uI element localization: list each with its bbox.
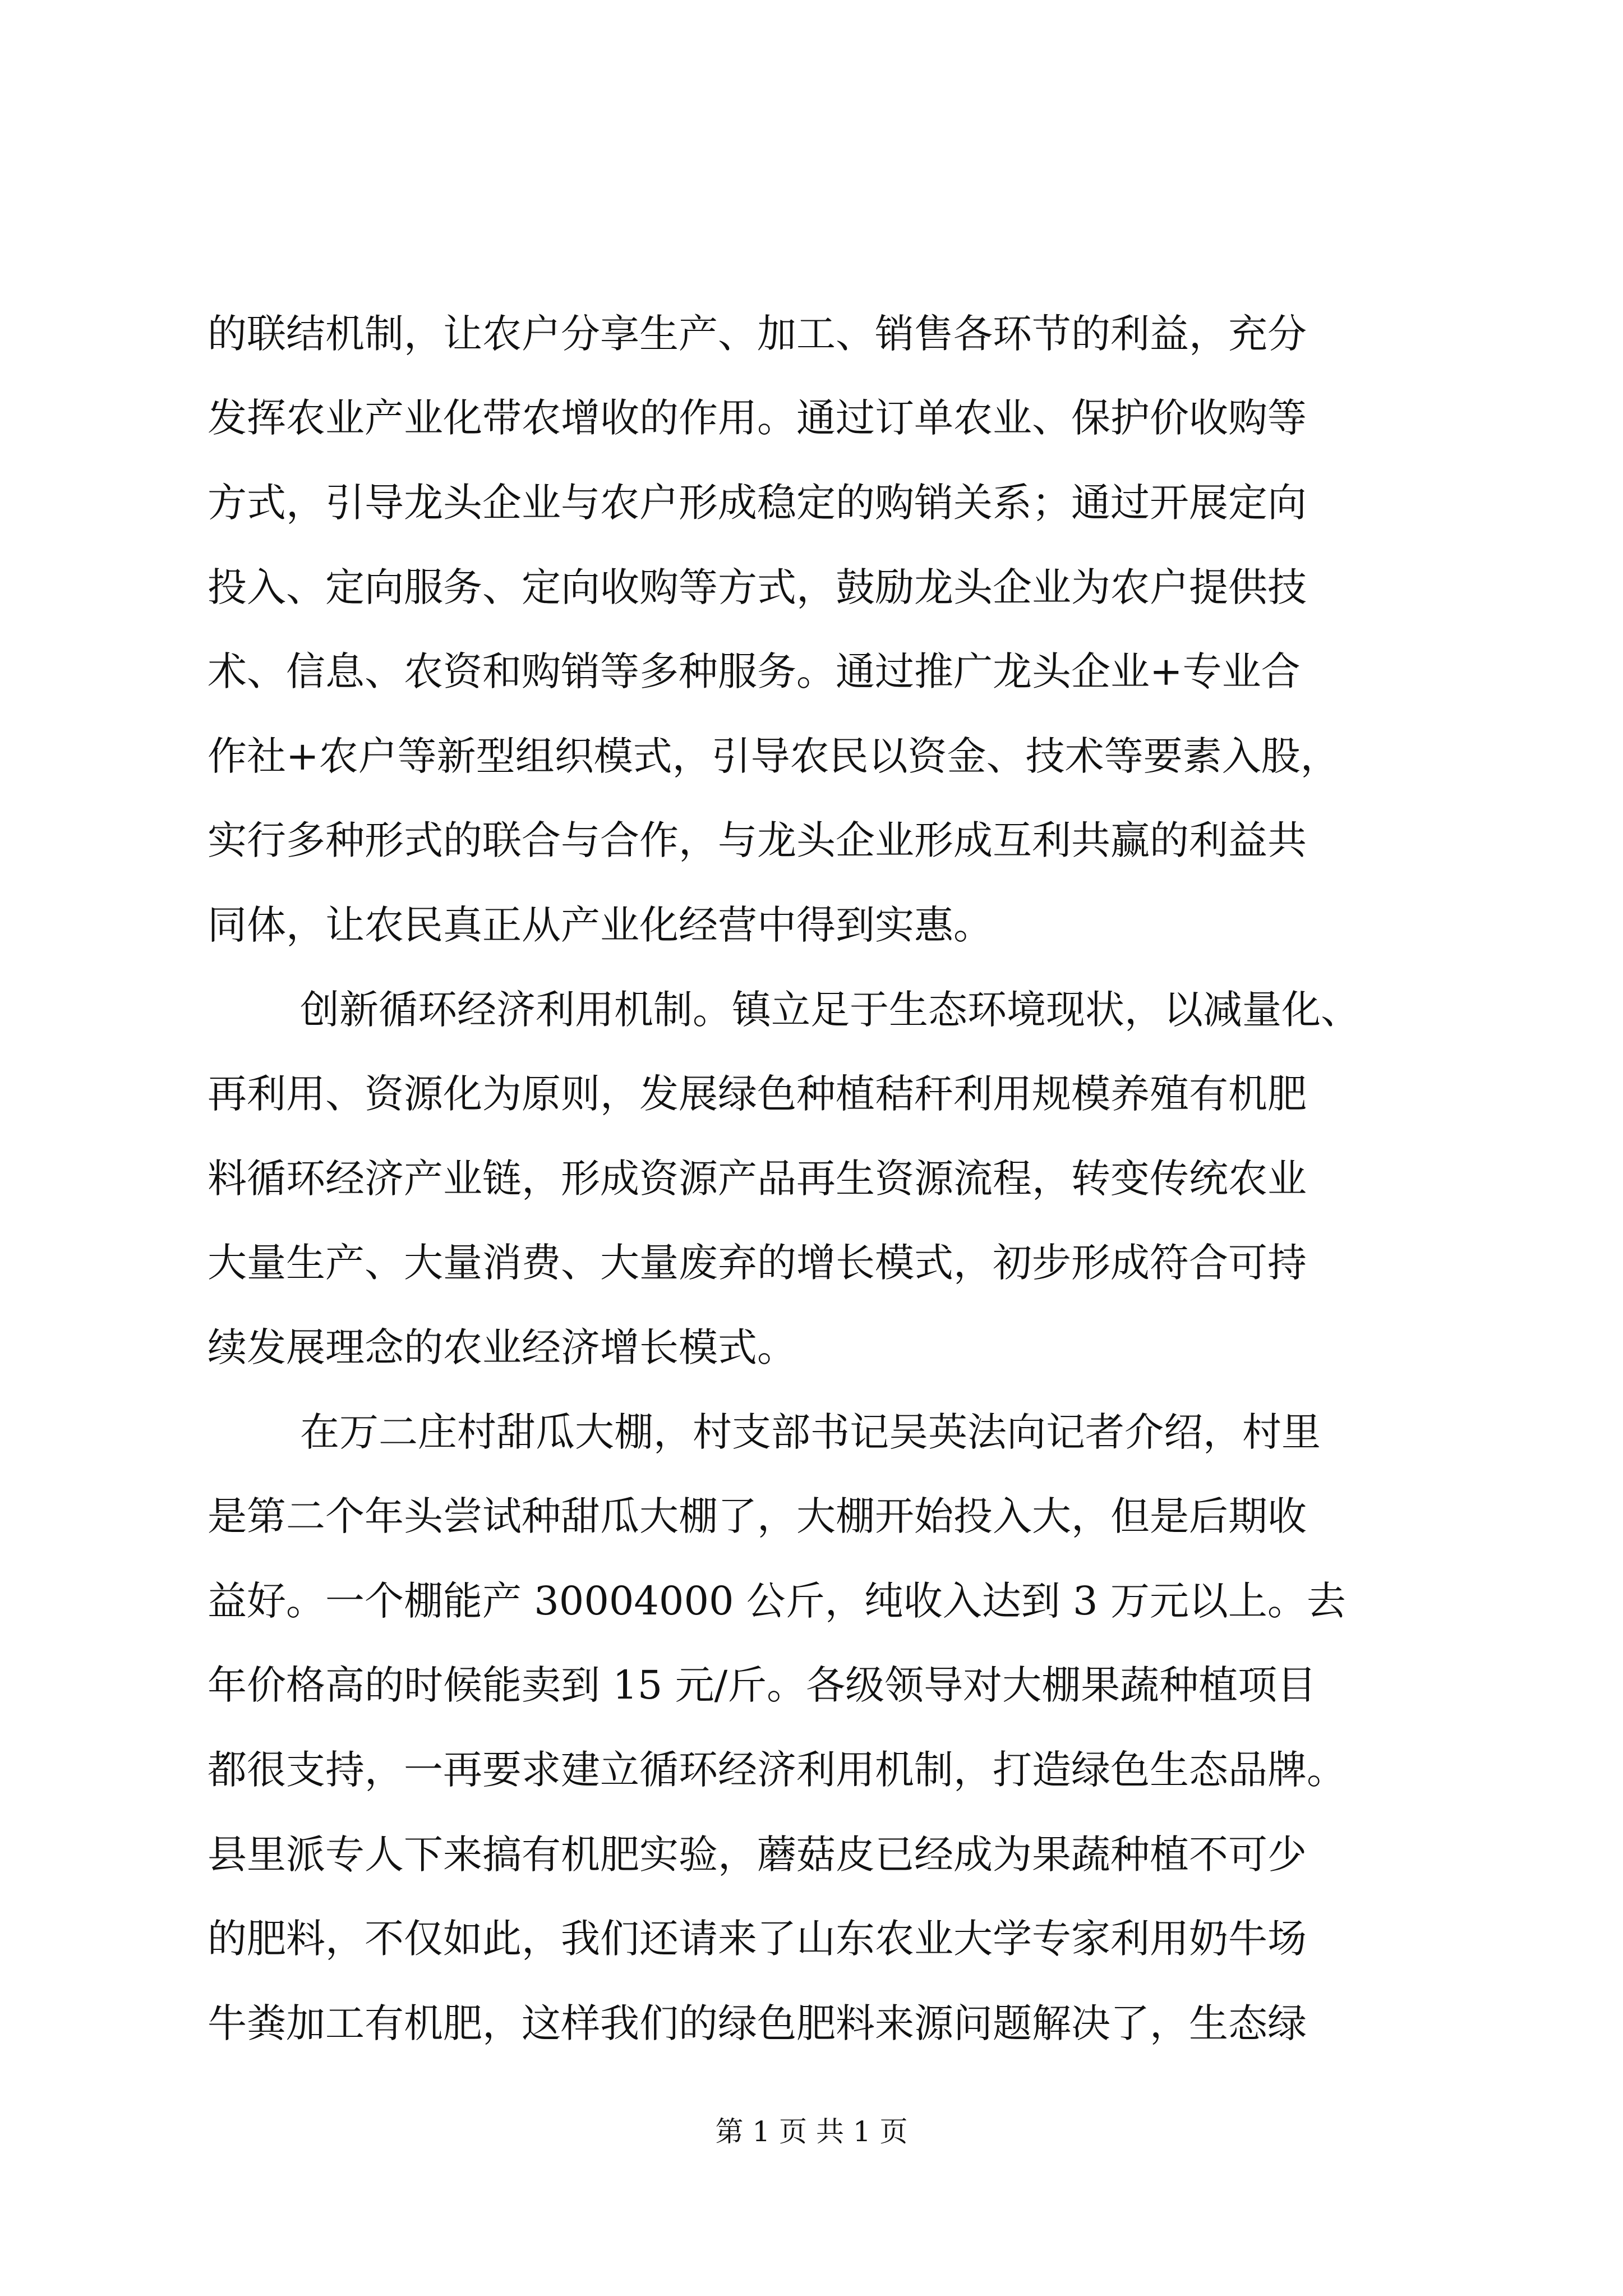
text-line: [0, 463, 1623, 542]
text-line: [0, 801, 1623, 880]
text-line: [0, 970, 1623, 1049]
text-line-content: 是第二个年头尝试种甜瓜大棚了，大棚开始投入大，但是后期收: [208, 1493, 1307, 1539]
text-line-content: 同体，让农民真正从产业化经营中得到实惠。: [208, 902, 993, 948]
text-line: [0, 886, 1623, 964]
text-line-content: 年价格高的时候能卖到 15 元/斤。各级领导对大棚果蔬种植项目: [208, 1662, 1317, 1708]
text-line: [0, 1055, 1623, 1133]
text-line-content: 续发展理念的农业经济增长模式。: [208, 1324, 796, 1370]
text-line-content: 实行多种形式的联合与合作，与龙头企业形成互利共赢的利益共: [208, 817, 1307, 863]
text-line-content: 益好。一个棚能产 30004000 公斤，纯收入达到 3 万元以上。去: [208, 1578, 1346, 1624]
text-line: [0, 1984, 1623, 2063]
text-line: [0, 1139, 1623, 1218]
text-line: [0, 1393, 1623, 1471]
text-line-content: 投入、定向服务、定向收购等方式，鼓励龙头企业为农户提供技: [208, 564, 1307, 610]
text-line: [0, 295, 1623, 373]
text-line: [0, 1223, 1623, 1302]
text-line-content: 大量生产、大量消费、大量废弃的增长模式，初步形成符合可持: [208, 1240, 1307, 1286]
text-line-content: 创新循环经济利用机制。镇立足于生态环境现状，以减量化、: [300, 987, 1360, 1033]
text-line: [0, 1646, 1623, 1724]
text-line: [0, 1308, 1623, 1387]
text-line-content: 料循环经济产业链，形成资源产品再生资源流程，转变传统农业: [208, 1156, 1307, 1202]
text-line: [0, 1477, 1623, 1556]
text-line: [0, 1731, 1623, 1809]
text-line-content: 牛粪加工有机肥，这样我们的绿色肥料来源问题解决了，生态绿: [208, 2000, 1307, 2046]
text-line-content: 作社+农户等新型组织模式，引导农民以资金、技术等要素入股，: [208, 733, 1340, 779]
text-line: [0, 1899, 1623, 1978]
text-line: [0, 1815, 1623, 1894]
text-line-content: 发挥农业产业化带农增收的作用。通过订单农业、保护价收购等: [208, 395, 1307, 441]
page-footer: 第 1 页 共 1 页: [715, 2115, 908, 2148]
text-line: [0, 632, 1623, 711]
text-line-content: 都很支持，一再要求建立循环经济利用机制，打造绿色生态品牌。: [208, 1747, 1346, 1793]
text-line-content: 术、信息、农资和购销等多种服务。通过推广龙头企业+专业合: [208, 648, 1301, 694]
text-line-content: 的肥料，不仅如此，我们还请来了山东农业大学专家利用奶牛场: [208, 1916, 1307, 1962]
text-line-content: 县里派专人下来搞有机肥实验，蘑菇皮已经成为果蔬种植不可少: [208, 1832, 1307, 1878]
text-line: [0, 717, 1623, 795]
text-line: [0, 548, 1623, 627]
text-line: [0, 1562, 1623, 1640]
text-line-content: 在万二庄村甜瓜大棚，村支部书记吴英法向记者介绍，村里: [300, 1409, 1321, 1455]
text-line-content: 再利用、资源化为原则，发展绿色种植秸秆利用规模养殖有机肥: [208, 1071, 1307, 1117]
text-line-content: 方式，引导龙头企业与农户形成稳定的购销关系；通过开展定向: [208, 480, 1307, 526]
text-line: [0, 379, 1623, 457]
text-line-content: 的联结机制，让农户分享生产、加工、销售各环节的利益，充分: [208, 311, 1307, 357]
